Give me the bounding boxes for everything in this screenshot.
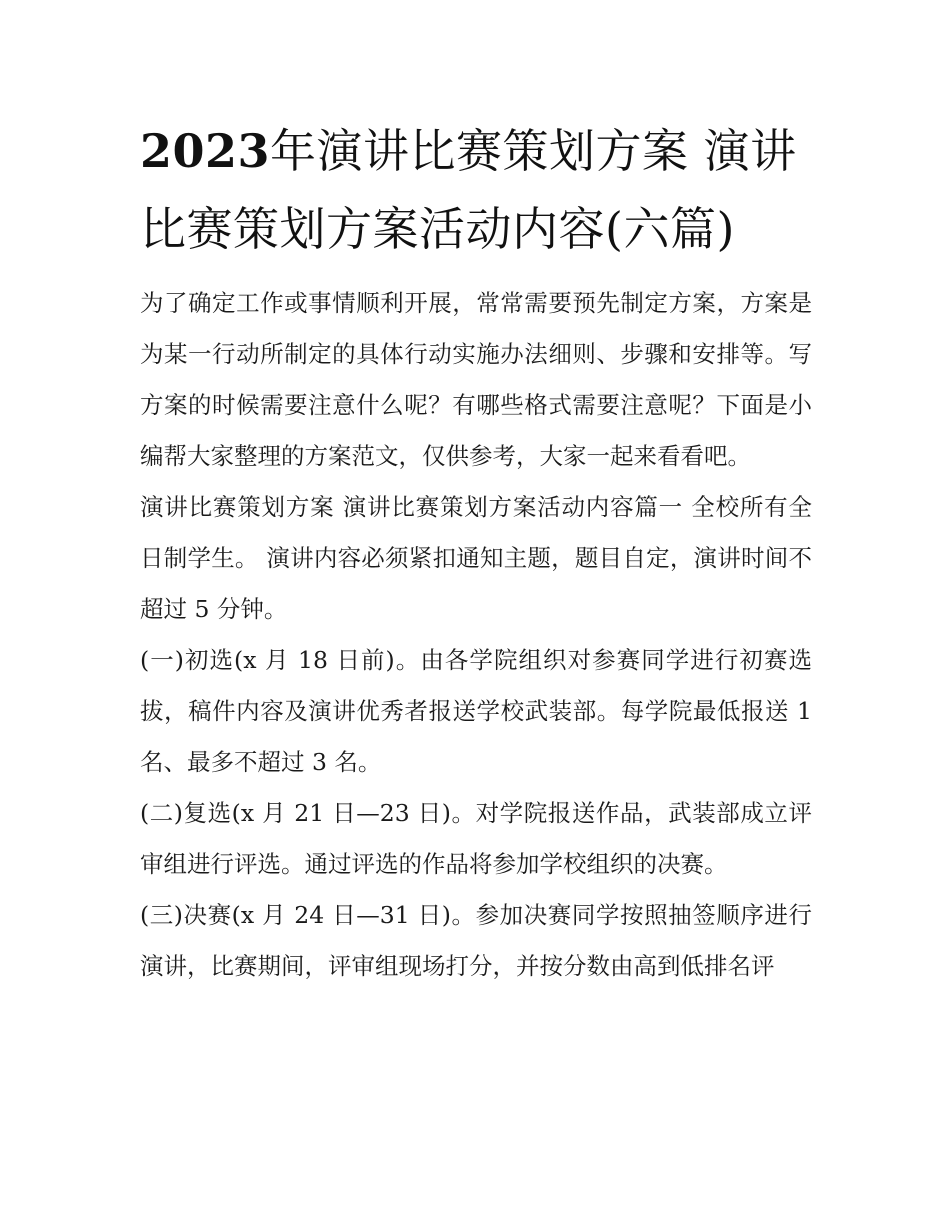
paragraph-final: (三)决赛(x 月 24 日—31 日)。参加决赛同学按照抽签顺序进行演讲，比赛期间，评审组现场打分，并按分数由高到低排名评 bbox=[140, 901, 812, 980]
intro-paragraph: 为了确定工作或事情顺利开展，常常需要预先制定方案，方案是为某一行动所制定的具体行动实施办法细则、步骤和安排等。写方案的时候需要注意什么呢？有哪些格式需要注意呢？下面是小编帮大家整理的方案范文，仅供参考，大家一起来看看吧。 bbox=[140, 289, 812, 470]
title-text: 年演讲比赛策划方案 演讲比赛策划方案活动内容(六篇) bbox=[140, 124, 797, 256]
document-page bbox=[140, 112, 812, 992]
title-year: 2023 bbox=[140, 124, 271, 178]
document-title bbox=[140, 112, 812, 268]
paragraph-second-round: (二)复选(x 月 21 日—23 日)。对学院报送作品，武装部成立评审组进行评选。通过评选的作品将参加学校组织的决赛。 bbox=[140, 799, 812, 878]
paragraph-preliminary: (一)初选(x 月 18 日前)。由各学院组织对参赛同学进行初赛选拔，稿件内容及演讲优秀者报送学校武装部。每学院最低报送 1 名、最多不超过 3 名。 bbox=[140, 646, 812, 776]
paragraph-participants: 演讲比赛策划方案 演讲比赛策划方案活动内容篇一 全校所有全日制学生。 演讲内容必须紧扣通知主题，题目自定，演讲时间不超过 5 分钟。 bbox=[140, 493, 812, 623]
